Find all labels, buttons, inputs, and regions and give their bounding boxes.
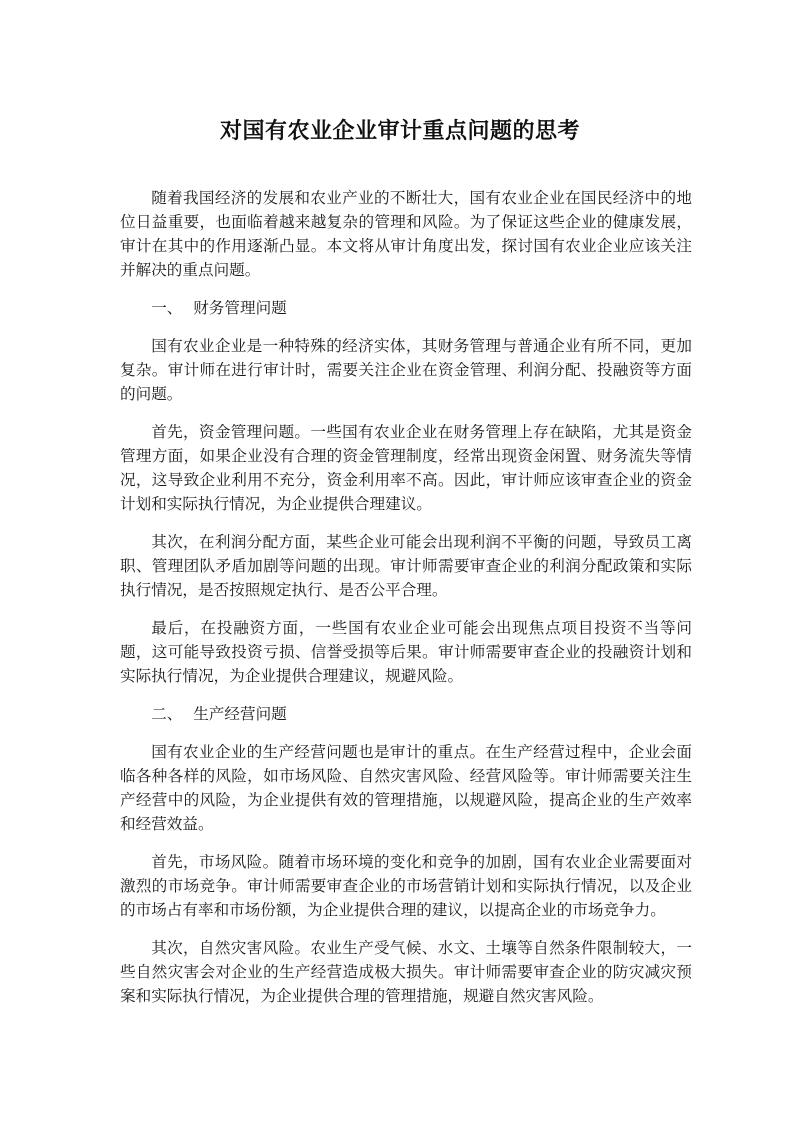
section-heading-text: 财务管理问题 [193, 299, 287, 317]
body-paragraph: 国有农业企业是一种特殊的经济实体，其财务管理与普通企业有所不同，更加复杂。审计师在进行审计时，需要关注企业在资金管理、利润分配、投融资等方面的问题。 [120, 337, 692, 403]
body-paragraph: 国有农业企业的生产经营问题也是审计的重点。在生产经营过程中，企业会面临各种各样的风险，如市场风险、自然灾害风险、经营风险等。审计师需要关注生产经营中的风险，为企业提供有效的管理措施，以规避风险，提高企业的生产效率和经营效益。 [120, 743, 692, 833]
body-paragraph: 其次，自然灾害风险。农业生产受气候、水文、土壤等自然条件限制较大，一些自然灾害会对企业的生产经营造成极大损失。审计师需要审查企业的防灾减灾预案和实际执行情况，为企业提供合理的管理措施，规避自然灾害风险。 [120, 939, 692, 1005]
body-paragraph: 其次，在利润分配方面，某些企业可能会出现利润不平衡的问题，导致员工离职、管理团队矛盾加剧等问题的出现。审计师需要审查企业的利润分配政策和实际执行情况，是否按照规定执行、是否公平合理。 [120, 533, 692, 599]
section-heading-text: 生产经营问题 [193, 705, 287, 723]
section-heading-2 [120, 702, 692, 726]
body-paragraph: 首先，资金管理问题。一些国有农业企业在财务管理上存在缺陷，尤其是资金管理方面，如果企业没有合理的资金管理制度，经常出现资金闲置、财务流失等情况，这导致企业利用不充分，资金利用率不高。因此，审计师应该审查企业的资金计划和实际执行情况，为企业提供合理建议。 [120, 423, 692, 513]
document-title: 对国有农业企业审计重点问题的思考 [219, 118, 580, 144]
body-paragraph: 首先，市场风险。随着市场环境的变化和竞争的加剧，国有农业企业需要面对激烈的市场竞争。审计师需要审查企业的市场营销计划和实际执行情况，以及企业的市场占有率和市场份额，为企业提供合理的建议，以提高企业的市场竞争力。 [120, 853, 692, 919]
intro-paragraph: 随着我国经济的发展和农业产业的不断壮大，国有农业企业在国民经济中的地位日益重要，也面临着越来越复杂的管理和风险。为了保证这些企业的健康发展，审计在其中的作用逐渐凸显。本文将从审计角度出发，探讨国有农业企业应该关注并解决的重点问题。 [120, 189, 692, 279]
body-paragraph: 最后，在投融资方面，一些国有农业企业可能会出现焦点项目投资不当等问题，这可能导致投资亏损、信誉受损等后果。审计师需要审查企业的投融资计划和实际执行情况，为企业提供合理建议，规避风险。 [120, 619, 692, 685]
section-heading-1 [120, 296, 692, 320]
section-number: 一、 [151, 299, 183, 317]
section-number: 二、 [151, 705, 183, 723]
document-body [120, 186, 692, 1022]
